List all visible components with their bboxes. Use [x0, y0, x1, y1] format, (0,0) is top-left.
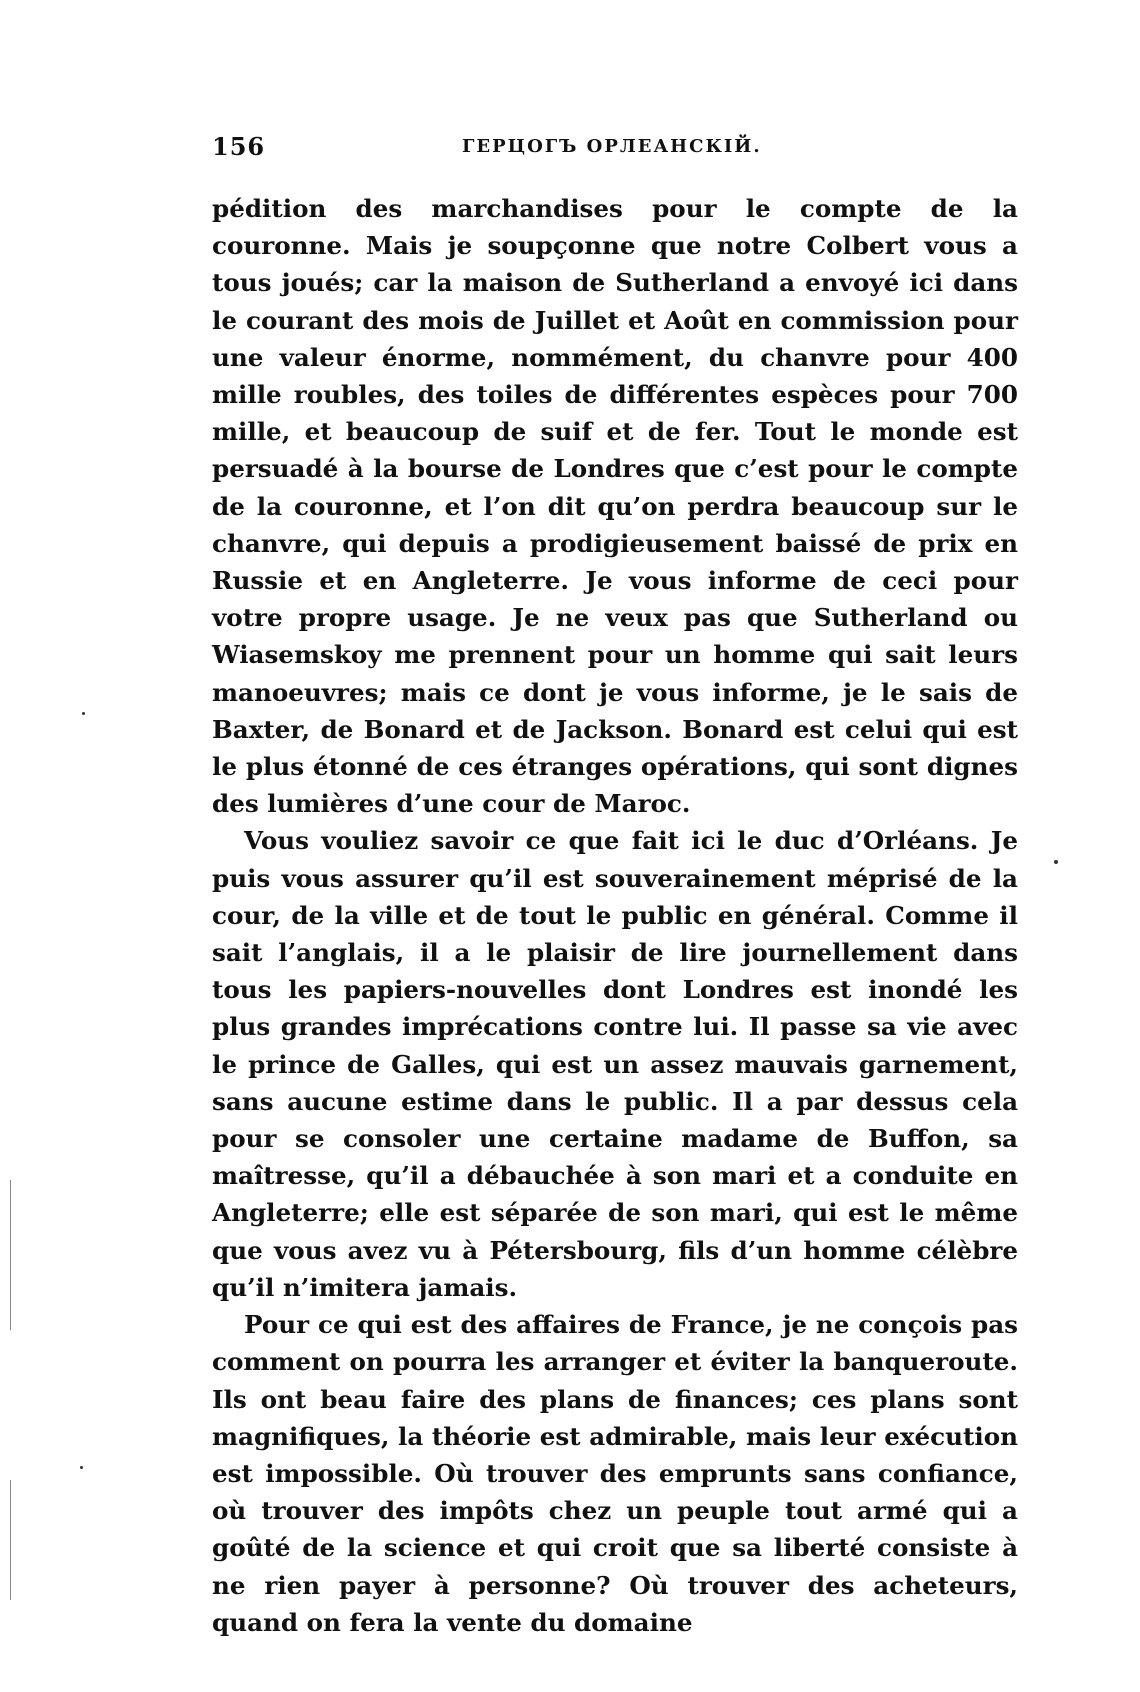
- scan-margin-line: [10, 1180, 11, 1330]
- scan-margin-line: [10, 1480, 11, 1600]
- body-text: [212, 190, 1018, 1641]
- page-header: [212, 132, 1012, 172]
- scan-speck: [1054, 860, 1058, 864]
- paragraph-1: pédition des marchandises pour le compte de la couronne. Mais je soupçonne que notre Colbert vous a tous joués; car la maison de Sutherland a envoyé ici dans le courant des mois de Juillet et Août en commission pour une valeur énorme, nommément, du chanvre pour 400 mille roubles, des toiles de différentes espèces pour 700 mille, et beaucoup de suif et de fer. Tout le monde est persuadé à la bourse de Londres que c’est pour le compte de la couronne, et l’on dit qu’on perdra beaucoup sur le chanvre, qui depuis a prodigieusement baissé de prix en Russie et en Angleterre. Je vous informe de ceci pour votre propre usage. Je ne veux pas que Sutherland ou Wiasemskoy me prennent pour un homme qui sait leurs manoeuvres; mais ce dont je vous informe, je le sais de Baxter, de Bonard et de Jackson. Bonard est celui qui est le plus étonné de ces étranges opérations, qui sont dignes des lumières d’une cour de Maroc.: [212, 194, 1018, 819]
- paragraph-3: Pour ce qui est des affaires de France, je ne conçois pas comment on pourra les arranger et éviter la banqueroute. Ils ont beau faire des plans de finances; ces plans sont magnifiques, la théorie est admirable, mais leur exécution est impossible. Où trouver des emprunts sans confiance, où trouver des impôts chez un peuple tout armé qui a goûté de la science et qui croit que sa liberté consiste à ne rien payer à personne? Où trouver des acheteurs, quand on fera la vente du domaine: [212, 1310, 1018, 1637]
- page-number: 156: [212, 132, 266, 161]
- scan-speck: [82, 712, 85, 715]
- paragraph-2: Vous vouliez savoir ce que fait ici le duc d’Orléans. Je puis vous assurer qu’il est souverainement méprisé de la cour, de la ville et de tout le public en général. Comme il sait l’anglais, il a le plaisir de lire journellement dans tous les papiers-nouvelles dont Londres est inondé les plus grandes imprécations contre lui. Il passe sa vie avec le prince de Galles, qui est un assez mauvais garnement, sans aucune estime dans le public. Il a par dessus cela pour se consoler une certaine madame de Buffon, sa maîtresse, qu’il a débauchée à son mari et a conduite en Angleterre; elle est séparée de son mari, qui est le même que vous avez vu à Pétersbourg, fils d’un homme célèbre qu’il n’imitera jamais.: [212, 826, 1018, 1302]
- scan-speck: [80, 1466, 83, 1469]
- running-head: ГЕРЦОГЪ ОРЛЕАНСКІЙ.: [462, 136, 762, 157]
